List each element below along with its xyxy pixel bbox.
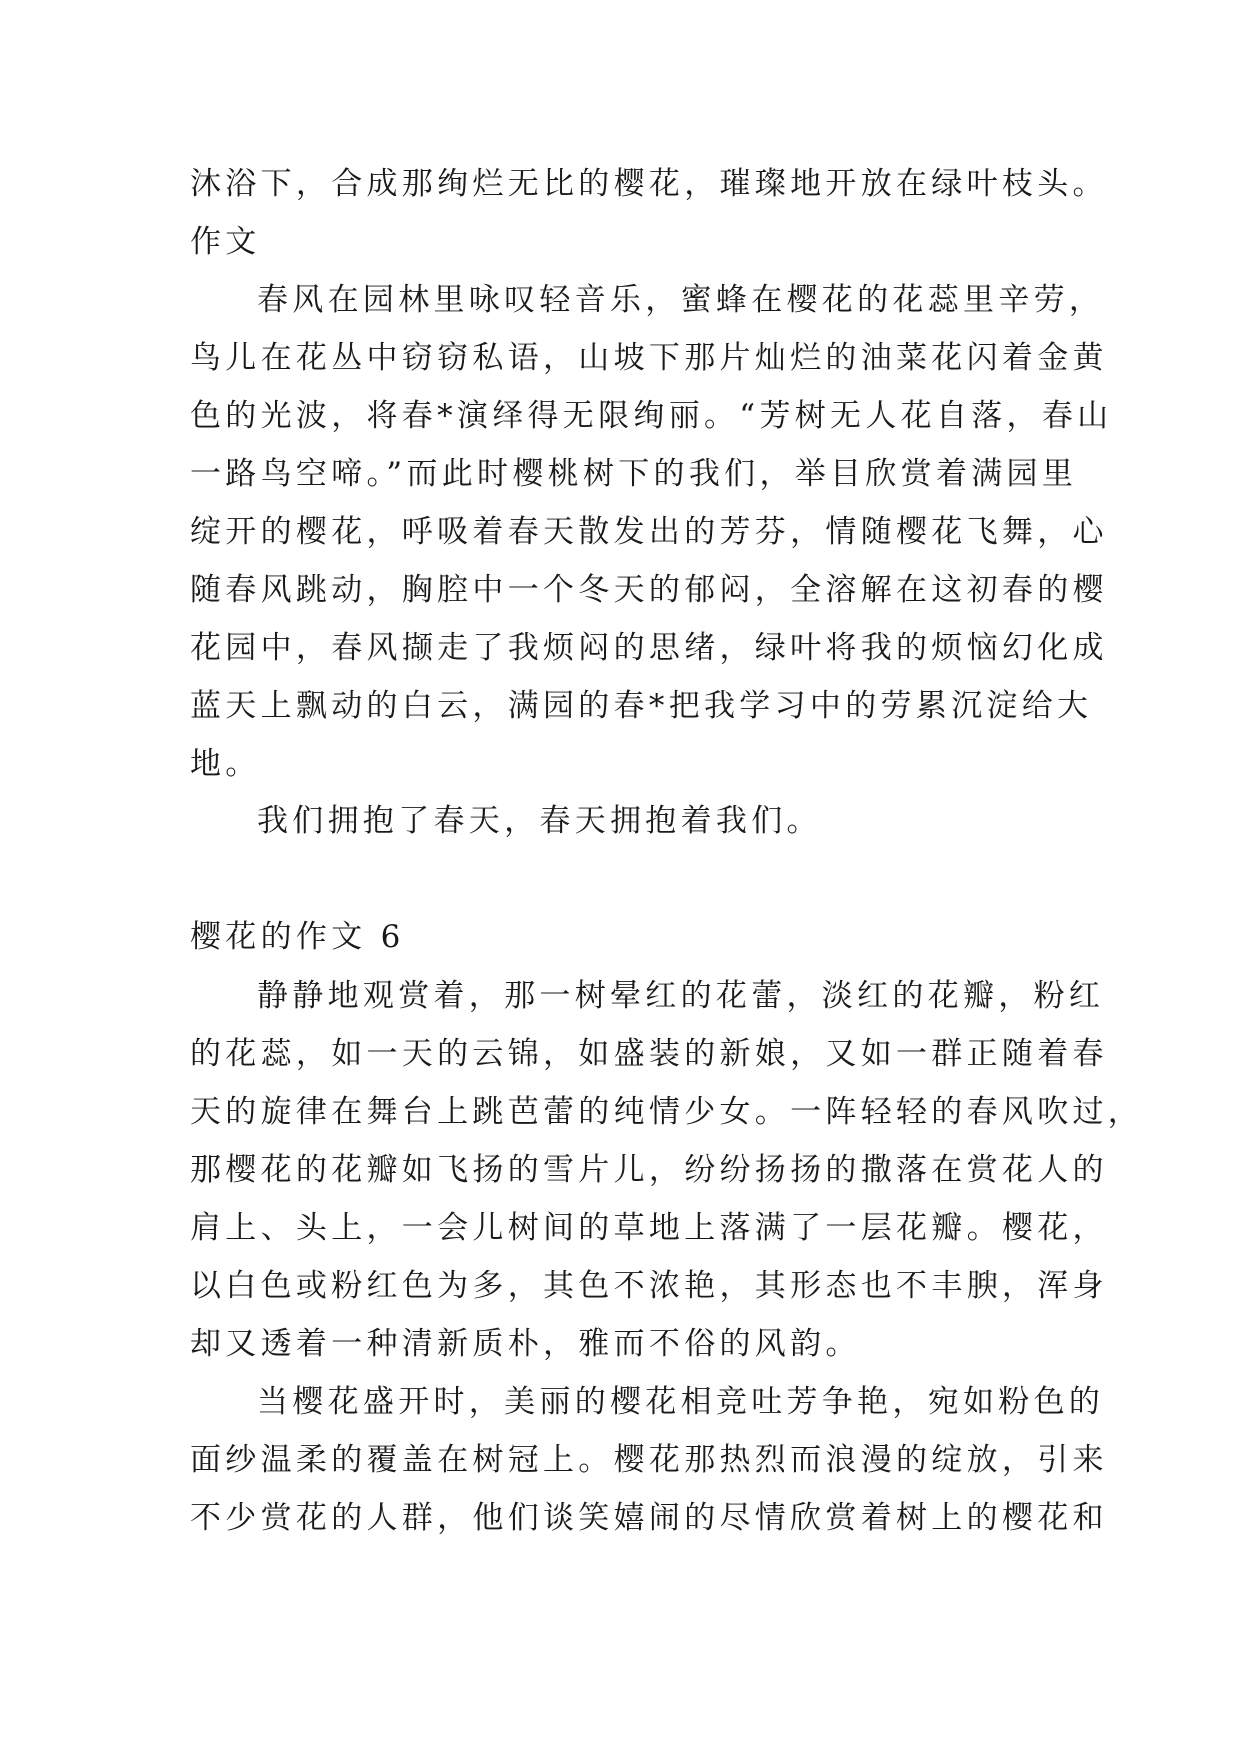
text-line: 面纱温柔的覆盖在树冠上。樱花那热烈而浪漫的绽放，引来 <box>190 1442 1108 1478</box>
paragraph-first-line: 我们拥抱了春天，春天拥抱着我们。 <box>257 803 822 839</box>
text-line: 随春风跳动，胸腔中一个冬天的郁闷，全溶解在这初春的樱 <box>190 572 1108 608</box>
text-line: 色的光波，将春*演绎得无限绚丽。“芳树无人花自落，春山 <box>190 398 1113 434</box>
paragraph-first-line: 静静地观赏着，那一树晕红的花蕾，淡红的花瓣，粉红 <box>257 978 1105 1014</box>
text-line: 一路鸟空啼。”而此时樱桃树下的我们，举目欣赏着满园里 <box>190 456 1078 492</box>
paragraph-first-line: 春风在园林里咏叹轻音乐，蜜蜂在樱花的花蕊里辛劳， <box>257 282 1105 318</box>
text-line: 却又透着一种清新质朴，雅而不俗的风韵。 <box>190 1326 861 1362</box>
text-line: 的花蕊，如一天的云锦，如盛装的新娘，又如一群正随着春 <box>190 1036 1108 1072</box>
text-line: 绽开的樱花，呼吸着春天散发出的芳芬，情随樱花飞舞，心 <box>190 514 1108 550</box>
text-line: 花园中，春风撷走了我烦闷的思绪，绿叶将我的烦恼幻化成 <box>190 630 1108 666</box>
paragraph-first-line: 当樱花盛开时，美丽的樱花相竞吐芳争艳，宛如粉色的 <box>257 1384 1105 1420</box>
text-line: 蓝天上飘动的白云，满园的春*把我学习中的劳累沉淀给大 <box>190 688 1093 724</box>
text-line: 鸟儿在花丛中窃窃私语，山坡下那片灿烂的油菜花闪着金黄 <box>190 340 1108 376</box>
text-line: 天的旋律在舞台上跳芭蕾的纯情少女。一阵轻轻的春风吹过， <box>190 1094 1144 1130</box>
text-line: 地。 <box>190 746 261 782</box>
text-line: 那樱花的花瓣如飞扬的雪片儿，纷纷扬扬的撒落在赏花人的 <box>190 1152 1108 1188</box>
text-line: 作文 <box>190 224 261 260</box>
text-line: 不少赏花的人群，他们谈笑嬉闹的尽情欣赏着树上的樱花和 <box>190 1500 1108 1536</box>
text-line: 沐浴下，合成那绚烂无比的樱花，璀璨地开放在绿叶枝头。 <box>190 166 1108 202</box>
text-line: 肩上、头上，一会儿树间的草地上落满了一层花瓣。樱花， <box>190 1210 1108 1246</box>
section-heading: 樱花的作文 6 <box>190 919 405 955</box>
text-line: 以白色或粉红色为多，其色不浓艳，其形态也不丰腴，浑身 <box>190 1268 1108 1304</box>
